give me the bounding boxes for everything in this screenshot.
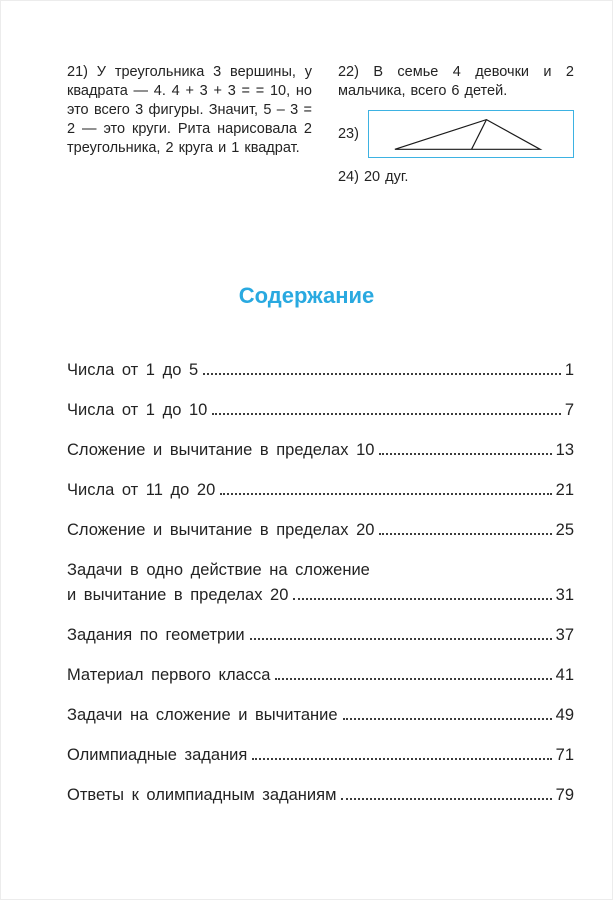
toc-entry-title: Числа от 1 до 10: [67, 401, 208, 419]
toc-entry: [67, 785, 574, 805]
toc-entry-title: Сложение и вычитание в пределах 10: [67, 441, 375, 459]
contents-heading: Содержание: [238, 283, 375, 308]
toc-entry-title: Ответы к олимпиадным заданиям: [67, 786, 337, 804]
toc-entry: [67, 625, 574, 645]
toc-entry-page: 21: [555, 481, 574, 499]
toc-entry-page: 31: [555, 586, 574, 604]
dotted-leader: [343, 718, 552, 720]
toc-entry-page: 71: [555, 746, 574, 764]
toc-entry-title: Числа от 1 до 5: [67, 361, 199, 379]
dotted-leader: [252, 758, 551, 760]
toc-entry: [67, 440, 574, 460]
toc-entry-page: 13: [555, 441, 574, 459]
triangle-figure-box: [368, 110, 574, 158]
toc-entry: [67, 400, 574, 420]
toc-entry-title-line2: и вычитание в пределах 20: [67, 586, 289, 604]
dotted-leader: [250, 638, 552, 640]
triangle-figure: [369, 111, 573, 157]
answer-item-23: [338, 110, 574, 158]
toc-entry-page: 7: [564, 401, 574, 419]
toc-entry-title-line1: Задачи в одно действие на сложение: [67, 561, 370, 579]
toc-entry-title: Сложение и вычитание в пределах 20: [67, 521, 375, 539]
toc-entry-title: Материал первого класса: [67, 666, 271, 684]
toc-entry-page: 37: [555, 626, 574, 644]
dotted-leader: [341, 798, 551, 800]
answers-left-column: [67, 63, 312, 187]
dotted-leader: [379, 533, 551, 535]
table-of-contents: [1, 310, 612, 805]
answer-item-22: 22) В семье 4 девочки и 2 мальчика, всего 6 детей.: [337, 64, 574, 99]
toc-entry-page: 79: [555, 786, 574, 804]
toc-entry-page: 1: [564, 361, 574, 379]
toc-entry: [67, 560, 574, 605]
toc-entry: [67, 360, 574, 380]
dotted-leader: [203, 373, 561, 375]
toc-entry-page: 49: [555, 706, 574, 724]
toc-entry-page: 41: [555, 666, 574, 684]
toc-entry: [67, 745, 574, 765]
toc-entry: [67, 665, 574, 685]
toc-entry-title: Задания по геометрии: [67, 626, 245, 644]
answer-item-21: 21) У треугольника 3 вершины, у квадрата — 4. 4 + 3 + 3 = = 10, но это всего 3 фигуры. Значит, 5 – 3 = 2 — это круги. Рита нарисовала 2 треугольника, 2 круга и 1 квадрат.: [67, 64, 312, 156]
toc-entry-title: Задачи на сложение и вычитание: [67, 706, 338, 724]
toc-entry: [67, 520, 574, 540]
dotted-leader: [293, 598, 551, 600]
toc-entry-title: Числа от 11 до 20: [67, 481, 216, 499]
toc-entry: [67, 480, 574, 500]
dotted-leader: [379, 453, 551, 455]
dotted-leader: [275, 678, 551, 680]
answers-section: [1, 1, 612, 187]
toc-entry-title: Олимпиадные задания: [67, 746, 248, 764]
dotted-leader: [220, 493, 551, 495]
answer-item-24: 24) 20 дуг.: [337, 169, 409, 185]
toc-entry: [67, 705, 574, 725]
dotted-leader: [212, 413, 561, 415]
answer-item-23-label: 23): [337, 125, 359, 142]
toc-entry-page: 25: [555, 521, 574, 539]
toc-entry-line2: [67, 585, 574, 605]
answers-right-column: [338, 63, 574, 187]
